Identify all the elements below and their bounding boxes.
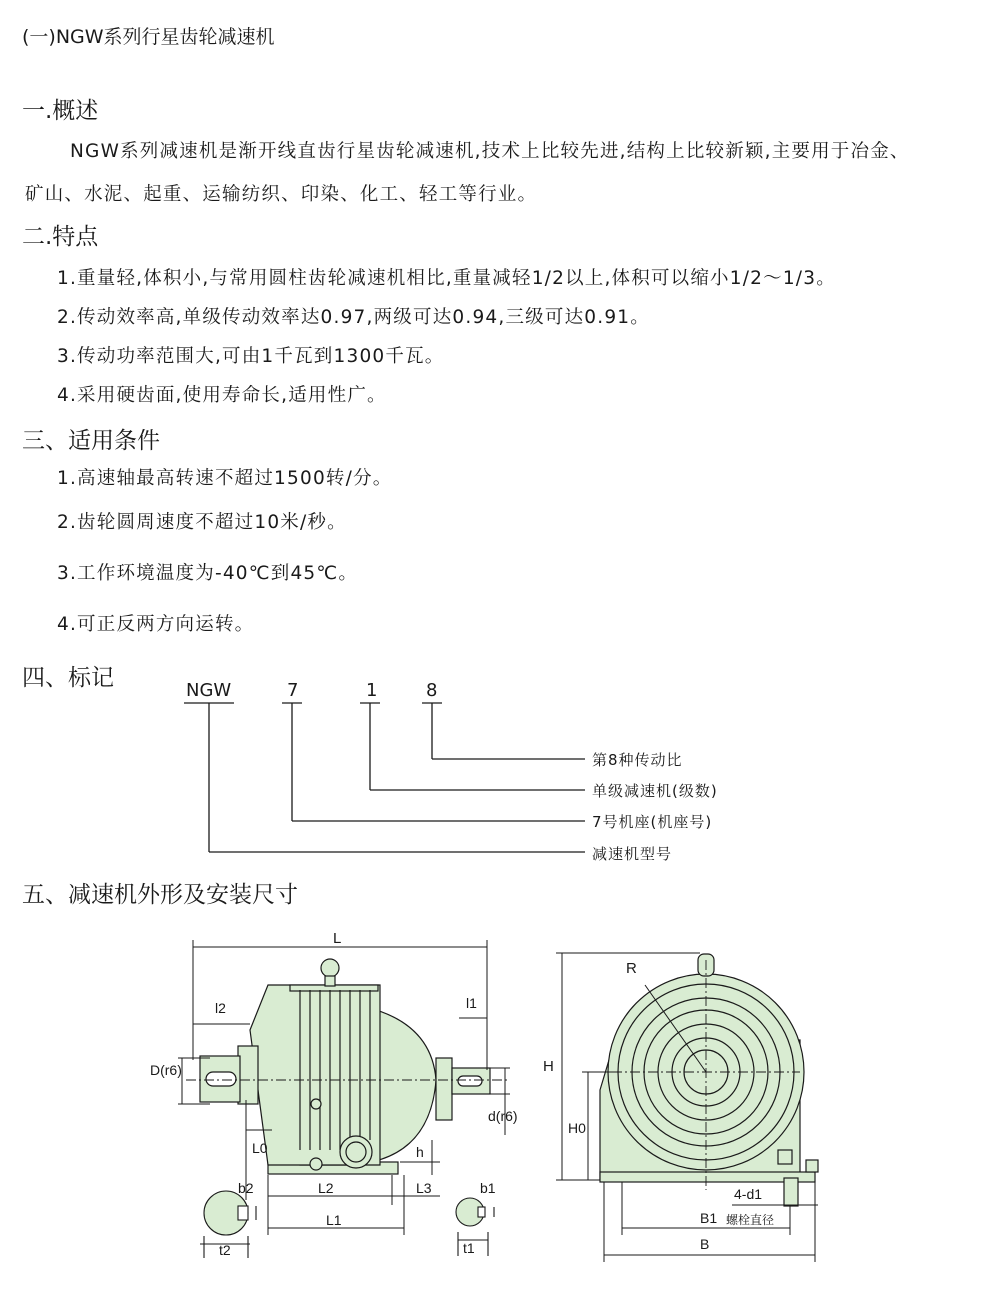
label-model: 减速机型号: [592, 845, 673, 863]
dim-D: D(r6): [150, 1062, 182, 1078]
dim-L3: L3: [416, 1180, 432, 1196]
document-title: (一)NGW系列行星齿轮减速机: [22, 26, 275, 48]
dim-L1: L1: [326, 1212, 342, 1228]
conditions-heading: 三、适用条件: [22, 428, 160, 454]
shaft-section-output: [456, 1198, 494, 1256]
dim-t2: t2: [219, 1242, 231, 1258]
overview-line-2: 矿山、水泥、起重、运输纺织、印染、化工、轻工等行业。: [25, 184, 538, 205]
feature-item-3: 3.传动功率范围大,可由1千瓦到1300千瓦。: [57, 346, 445, 367]
dim-d: d(r6): [488, 1108, 518, 1124]
code-ratio: 8: [426, 680, 438, 701]
dimensions-heading: 五、减速机外形及安装尺寸: [22, 882, 298, 908]
marking-heading: 四、标记: [22, 665, 114, 691]
feature-item-4: 4.采用硬齿面,使用寿命长,适用性广。: [57, 385, 387, 406]
dim-L0: L0: [252, 1140, 268, 1156]
features-heading: 二.特点: [22, 224, 99, 250]
feature-item-1: 1.重量轻,体积小,与常用圆柱齿轮减速机相比,重量减轻1/2以上,体积可以缩小1/2～1/3。: [57, 268, 836, 289]
dim-H: H: [543, 1058, 554, 1075]
dim-L2: L2: [318, 1180, 334, 1196]
bolt-diameter-label: 螺栓直径: [726, 1213, 775, 1227]
dim-h: h: [416, 1144, 424, 1160]
front-view: [600, 954, 818, 1206]
dim-4-d1: 4-d1: [734, 1186, 763, 1202]
dim-R: R: [626, 960, 637, 977]
dim-H0: H0: [568, 1120, 586, 1136]
condition-item-4: 4.可正反两方向运转。: [57, 614, 255, 635]
overview-line-1: NGW系列减速机是渐开线直齿行星齿轮减速机,技术上比较先进,结构上比较新颖,主要用于冶金、: [70, 141, 910, 162]
code-frame: 7: [287, 680, 299, 701]
dim-b1: b1: [480, 1180, 496, 1196]
condition-item-1: 1.高速轴最高转速不超过1500转/分。: [57, 468, 393, 489]
condition-item-2: 2.齿轮圆周速度不超过10米/秒。: [57, 512, 347, 533]
label-frame: 7号机座(机座号): [592, 813, 713, 831]
dim-l1: l1: [466, 995, 477, 1011]
dim-b2: b2: [238, 1180, 254, 1196]
dim-B: B: [700, 1236, 710, 1252]
feature-item-2: 2.传动效率高,单级传动效率达0.97,两级可达0.94,三级可达0.91。: [57, 307, 650, 328]
label-ratio: 第8种传动比: [592, 751, 683, 769]
code-model: NGW: [186, 680, 232, 701]
dim-B1: B1: [700, 1210, 718, 1226]
dim-t1: t1: [463, 1240, 475, 1256]
dim-L: L: [333, 930, 342, 947]
dim-l2: l2: [215, 1000, 226, 1016]
code-stage: 1: [366, 680, 378, 701]
condition-item-3: 3.工作环境温度为-40℃到45℃。: [57, 563, 359, 584]
side-view: [186, 959, 510, 1174]
label-stage: 单级减速机(级数): [592, 782, 718, 800]
overview-heading: 一.概述: [22, 98, 99, 124]
marking-leaders: [184, 703, 585, 852]
